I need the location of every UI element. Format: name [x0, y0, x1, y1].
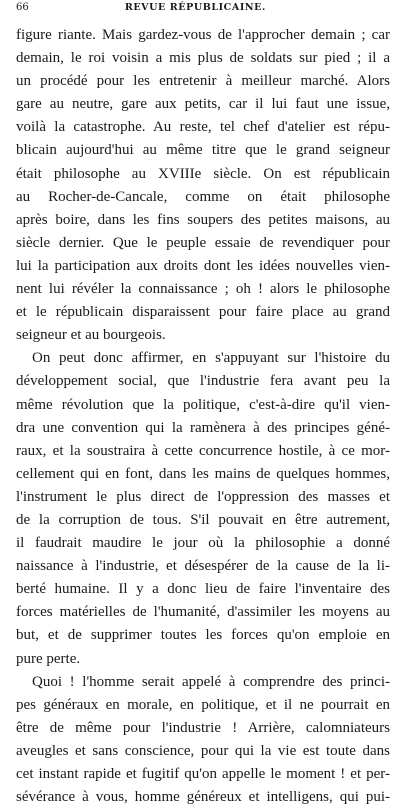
text-line: raux, et la soustraira à cette concurrence hostile, à ce mor-	[16, 442, 390, 459]
body-text	[16, 24, 390, 809]
page-number: 66	[16, 2, 29, 13]
text-line: être de même pour l'industrie ! Arrière, calomniateurs	[16, 719, 390, 736]
text-line: seigneur et au bourgeois.	[16, 327, 166, 344]
text-line: On peut donc affirmer, en s'appuyant sur l'histoire du	[32, 350, 390, 367]
text-line: demain, le roi voisin a mis plus de soldats sur pied ; il a	[16, 50, 390, 67]
text-line: figure riante. Mais gardez-vous de l'approcher demain ; car	[16, 27, 390, 43]
text-line: blicain aujourd'hui au même titre que le grand seigneur	[16, 142, 390, 159]
text-line: et le républicain disparaissent pour faire place au grand	[16, 304, 390, 321]
text-line: pes généraux en morale, en politique, et il ne pourrait en	[16, 696, 390, 713]
paragraph	[16, 671, 390, 809]
text-line: nent lui révéler la connaissance ; oh ! alors le philosophe	[16, 281, 390, 298]
text-line: forces matérielles de l'humanité, d'assimiler les moyens au	[16, 604, 390, 621]
text-line: cellement qui en font, dans les mains de quelques hommes,	[16, 465, 390, 482]
text-line: lui la participation aux droits dont les idées nouvelles vien-	[16, 257, 390, 274]
page	[16, 2, 390, 809]
text-line: aveugles et sans conscience, pour qui la vie est toute dans	[16, 742, 390, 759]
text-line: un procédé pour les entretenir à meilleur marché. Alors	[16, 73, 390, 90]
paragraph	[16, 24, 390, 347]
text-line: était philosophe au XVIIIe siècle. On est républicain	[16, 165, 390, 182]
text-line: après boire, dans les fins soupers des petites maisons, au	[16, 211, 390, 228]
text-line: gare au neutre, gare aux petits, car il lui faut une issue,	[16, 96, 390, 113]
text-line: l'instrument le plus direct de l'oppression des masses et	[16, 488, 390, 505]
text-line: but, et de supprimer toutes les forces qu'on emploie en	[16, 627, 390, 644]
text-line: cet instant rapide et fugitif qu'on appelle le moment ! et per-	[16, 766, 390, 782]
text-line: dra une convention qui la ramènera à des principes géné-	[16, 419, 390, 436]
text-line: de la corruption de tous. S'il pouvait en être autrement,	[16, 511, 390, 528]
text-line: berté humaine. Il y a donc lieu de faire l'inventaire des	[16, 581, 390, 598]
text-line: il faudrait maudire le jour où la philosophie a donné	[16, 535, 390, 552]
text-line: naissance à l'industrie, et désespérer de la cause de la li-	[16, 558, 390, 575]
running-title: REVUE RÉPUBLICAINE.	[124, 2, 266, 13]
text-line: sévérance à vous, homme généreux et intelligens, qui pui-	[16, 789, 390, 806]
text-line: Quoi ! l'homme serait appelé à comprendre des princi-	[32, 673, 390, 690]
running-header	[16, 2, 390, 24]
text-line: pure perte.	[16, 650, 81, 667]
paragraph	[16, 347, 390, 670]
text-line: développement social, que l'industrie fera avant peu la	[16, 373, 390, 390]
text-line: au Rocher-de-Cancale, comme on était philosophe	[16, 188, 390, 205]
text-line: même révolution que la politique, c'est-à-dire qu'il vien-	[16, 396, 390, 413]
text-line: siècle dernier. Que le peuple essaie de revendiquer pour	[16, 234, 390, 251]
text-line: voilà la catastrophe. Au reste, tel chef d'atelier est répu-	[16, 119, 390, 136]
